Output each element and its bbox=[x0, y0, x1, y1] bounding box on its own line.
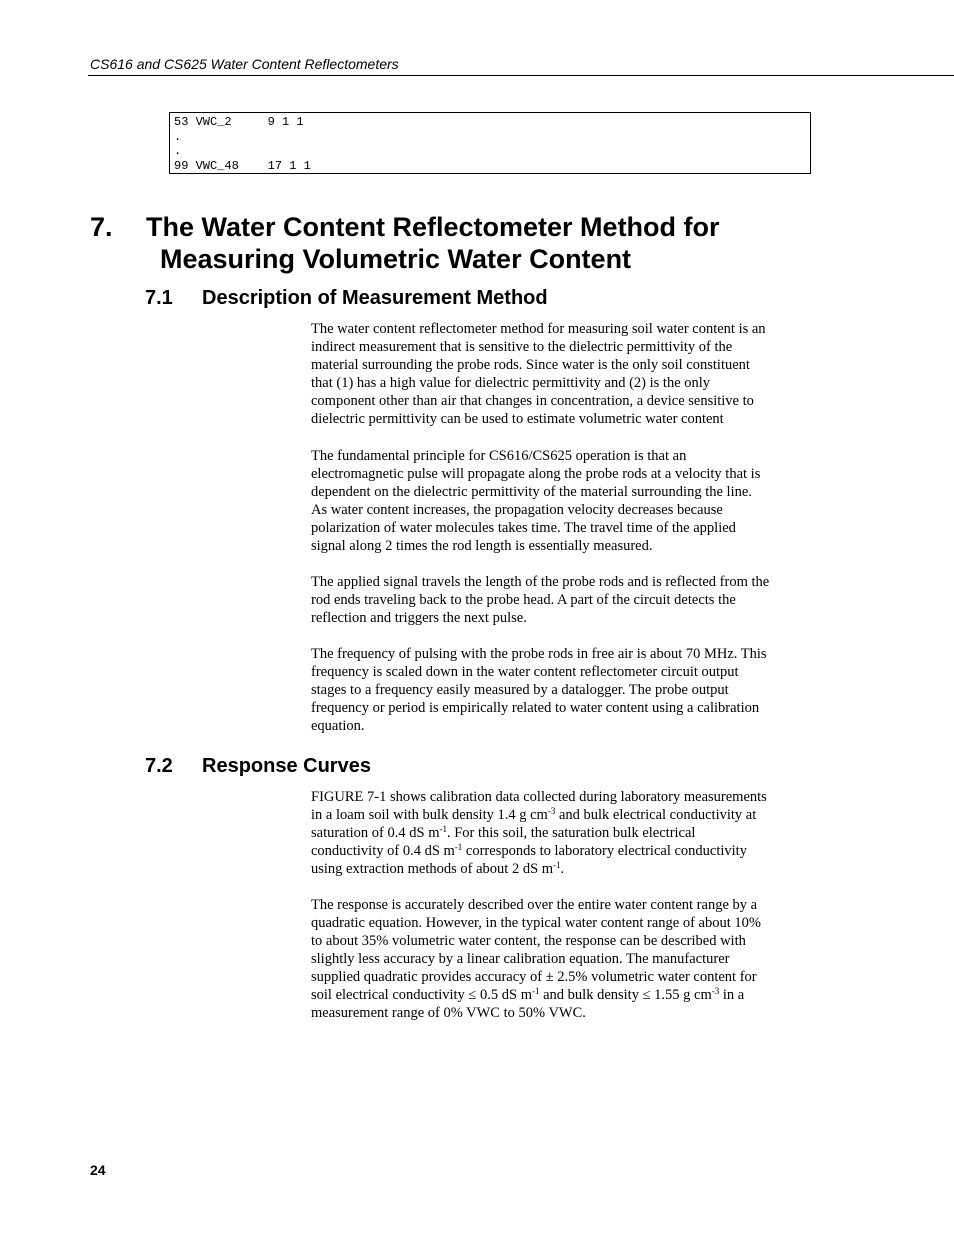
text-line: to about 35% volumetric water content, the response can be described with bbox=[311, 933, 746, 949]
code-line: . bbox=[174, 129, 182, 144]
superscript: -3 bbox=[547, 806, 556, 816]
superscript: -3 bbox=[711, 986, 720, 996]
text-line: that (1) has a high value for dielectric permittivity and (2) is the only bbox=[311, 375, 711, 391]
text-line: The response is accurately described over the entire water content range by a bbox=[311, 897, 758, 913]
page-number: 24 bbox=[90, 1162, 106, 1178]
text-run: and bulk density ≤ 1.55 g cm bbox=[539, 987, 712, 1003]
superscript: -1 bbox=[454, 842, 463, 852]
text-run: . For this soil, the saturation bulk electrical bbox=[446, 825, 696, 841]
section-7-1-heading bbox=[145, 286, 548, 310]
text-line: polarization of water molecules takes time. The travel time of the applied bbox=[311, 520, 736, 536]
paragraph bbox=[311, 788, 811, 878]
text-line: rod ends traveling back to the probe head. A part of the circuit detects the bbox=[311, 592, 736, 608]
superscript: -1 bbox=[553, 860, 561, 870]
text-line: The fundamental principle for CS616/CS625 operation is that an bbox=[311, 448, 687, 464]
text-line: reflection and triggers the next pulse. bbox=[311, 610, 527, 626]
section-title-line-1: The Water Content Reflectometer Method for bbox=[146, 212, 720, 242]
text-line bbox=[311, 842, 811, 860]
running-header: CS616 and CS625 Water Content Reflectometers bbox=[90, 56, 399, 72]
text-run: using extraction methods of about 2 dS m bbox=[311, 861, 554, 877]
text-line: quadratic equation. However, in the typical water content range of about 10% bbox=[311, 915, 761, 931]
text-line: equation. bbox=[311, 718, 365, 734]
text-line bbox=[311, 986, 811, 1004]
text-line: dielectric permittivity can be used to estimate volumetric water content bbox=[311, 411, 724, 427]
paragraph bbox=[311, 320, 811, 428]
text-line: supplied quadratic provides accuracy of ± 2.5% volumetric water content for bbox=[311, 969, 757, 985]
header-rule bbox=[88, 75, 954, 76]
text-line: component other than air that changes in concentration, a device sensitive to bbox=[311, 393, 754, 409]
text-line bbox=[311, 860, 811, 878]
text-line: FIGURE 7-1 shows calibration data collected during laboratory measurements bbox=[311, 789, 767, 805]
code-line: . bbox=[174, 144, 182, 158]
text-run: and bulk electrical conductivity at bbox=[555, 807, 757, 823]
text-run: in a loam soil with bulk density 1.4 g cm bbox=[311, 807, 548, 823]
text-run: in a bbox=[719, 987, 745, 1003]
text-line: The water content reflectometer method for measuring soil water content is an bbox=[311, 321, 766, 337]
text-line bbox=[311, 824, 811, 842]
text-line: As water content increases, the propagation velocity decreases because bbox=[311, 502, 723, 518]
text-run: . bbox=[560, 861, 565, 877]
paragraph bbox=[311, 645, 811, 735]
subsection-number: 7.2 bbox=[145, 755, 173, 777]
subsection-number: 7.1 bbox=[145, 287, 173, 309]
subsection-title: Description of Measurement Method bbox=[202, 287, 548, 309]
text-line: electromagnetic pulse will propagate along the probe rods at a velocity that is bbox=[311, 466, 761, 482]
section-7-2-heading bbox=[145, 754, 371, 778]
section-title-line-2: Measuring Volumetric Water Content bbox=[160, 244, 632, 274]
superscript: -1 bbox=[531, 986, 540, 996]
text-line: indirect measurement that is sensitive to the dielectric permittivity of the bbox=[311, 339, 733, 355]
paragraph bbox=[311, 896, 811, 1022]
superscript: -1 bbox=[439, 824, 447, 834]
paragraph bbox=[311, 447, 811, 555]
paragraph bbox=[311, 573, 811, 627]
text-line: signal along 2 times the rod length is essentially measured. bbox=[311, 538, 653, 554]
section-number: 7. bbox=[90, 212, 113, 242]
text-run: corresponds to laboratory electrical conductivity bbox=[462, 843, 747, 859]
code-line: 99 VWC_48 17 1 1 bbox=[174, 158, 311, 173]
text-run: soil electrical conductivity ≤ 0.5 dS m bbox=[311, 987, 532, 1003]
text-line: The frequency of pulsing with the probe rods in free air is about 70 MHz. This bbox=[311, 646, 767, 662]
text-line bbox=[311, 806, 811, 824]
code-block bbox=[169, 112, 811, 174]
code-line: 53 VWC_2 9 1 1 bbox=[174, 115, 304, 129]
text-run: conductivity of 0.4 dS m bbox=[311, 843, 455, 859]
text-line: frequency is scaled down in the water content reflectometer circuit output bbox=[311, 664, 739, 680]
text-line: dependent on the dielectric permittivity of the material surrounding the line. bbox=[311, 484, 752, 500]
subsection-title: Response Curves bbox=[202, 755, 371, 777]
text-line: stages to a frequency easily measured by a datalogger. The probe output bbox=[311, 682, 729, 698]
text-line: material surrounding the probe rods. Since water is the only soil constituent bbox=[311, 357, 750, 373]
text-line: frequency or period is empirically related to water content using a calibration bbox=[311, 700, 760, 716]
text-line: measurement range of 0% VWC to 50% VWC. bbox=[311, 1005, 586, 1021]
text-run: saturation of 0.4 dS m bbox=[311, 825, 440, 841]
text-line: The applied signal travels the length of the probe rods and is reflected from the bbox=[311, 574, 770, 590]
text-line: slightly less accuracy by a linear calibration equation. The manufacturer bbox=[311, 951, 730, 967]
